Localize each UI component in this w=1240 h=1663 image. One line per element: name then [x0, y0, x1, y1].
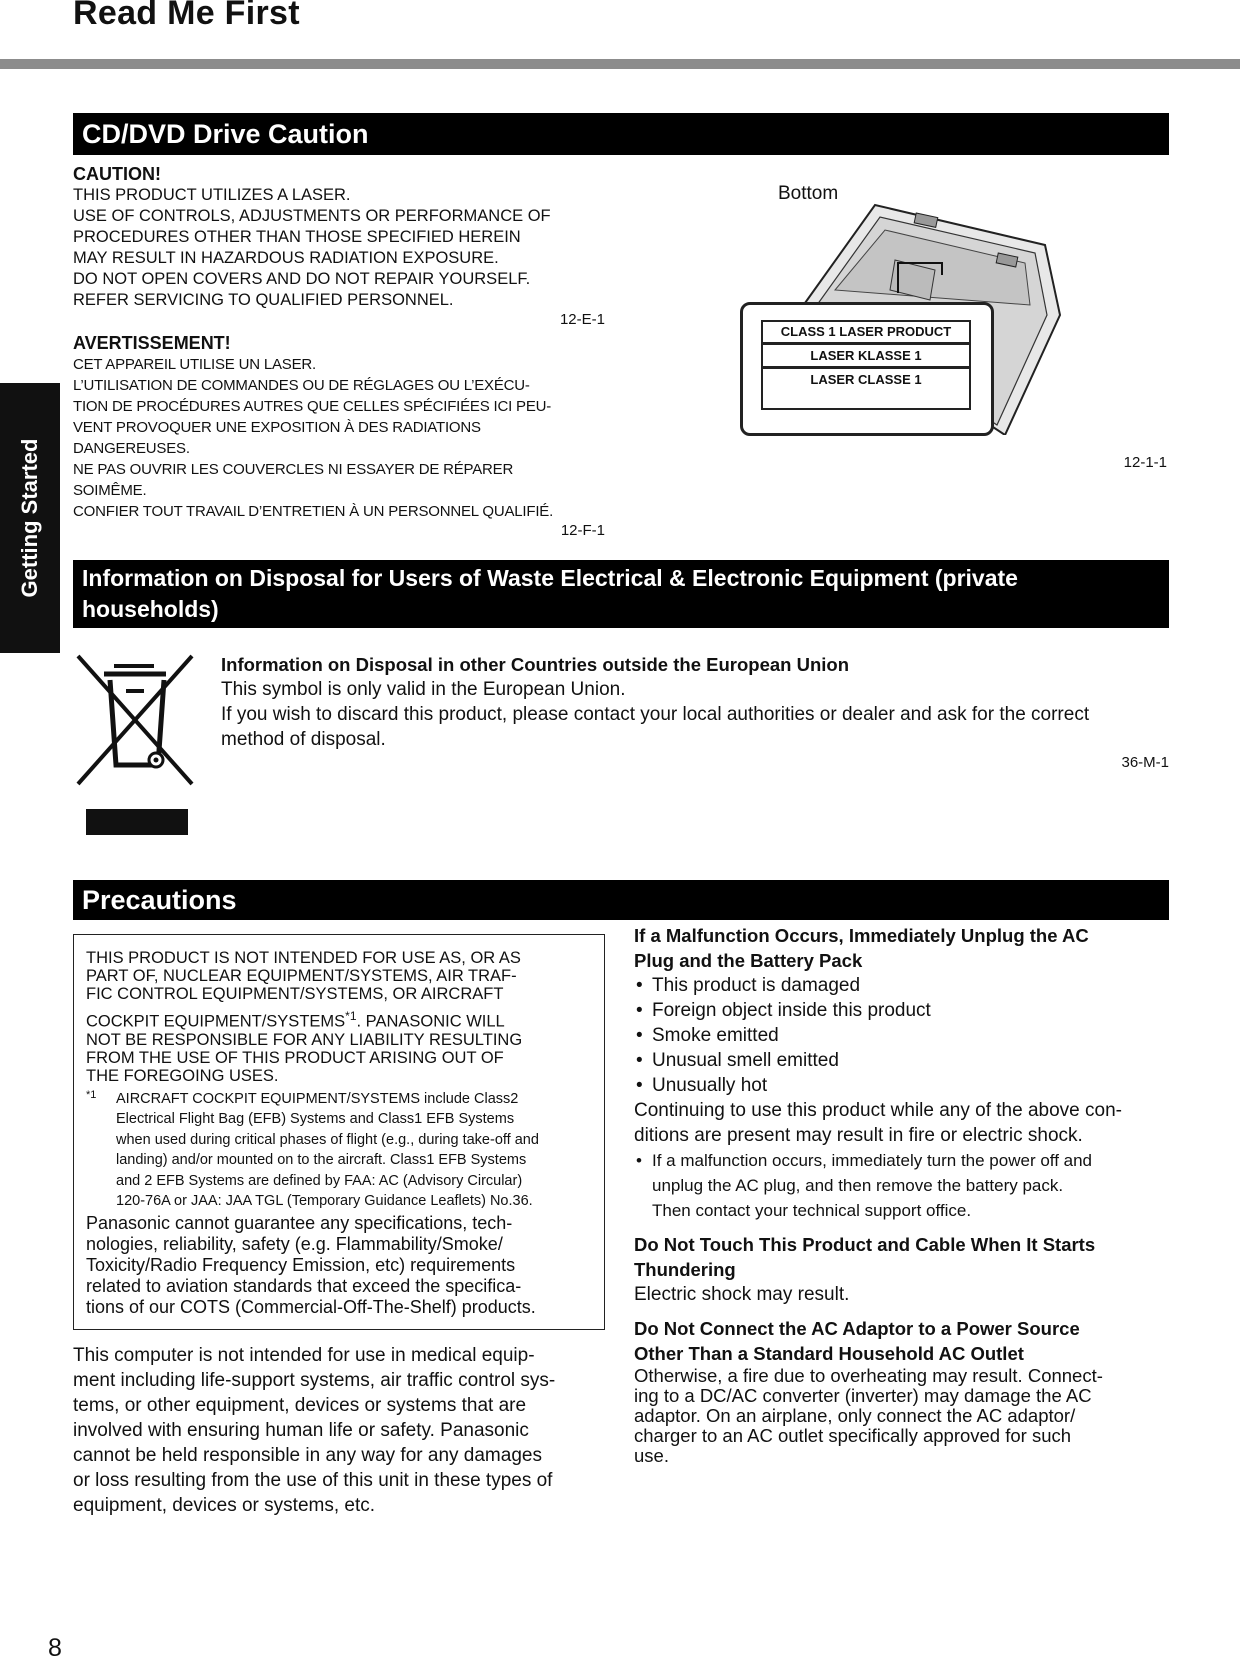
bin-bar-mark [86, 809, 188, 835]
disposal-code: 36-M-1 [1121, 754, 1169, 771]
avert-line: CET APPAREIL UTILISE UN LASER. [73, 356, 316, 373]
aviation-notice-box [73, 934, 605, 1330]
header-rule [0, 59, 1240, 69]
box-caps-line: FIC CONTROL EQUIPMENT/SYSTEMS, OR AIRCRAFT [86, 985, 504, 1003]
running-head: Read Me First [73, 0, 300, 32]
caution-line: PROCEDURES OTHER THAN THOSE SPECIFIED HEREIN [73, 228, 521, 246]
footnote-line: and 2 EFB Systems are defined by FAA: AC (Advisory Circular) [116, 1172, 523, 1189]
medical-line: cannot be held responsible in any way for any damages [73, 1445, 542, 1466]
adaptor-line: adaptor. On an airplane, only connect the AC adaptor/ [634, 1405, 1076, 1426]
caution-line: DO NOT OPEN COVERS AND DO NOT REPAIR YOURSELF. [73, 270, 531, 288]
malfunction-heading-line: If a Malfunction Occurs, Immediately Unplug the AC [634, 925, 1089, 946]
avert-line: SOIMÊME. [73, 482, 147, 499]
malfunction-note-line: Then contact your technical support office. [652, 1201, 972, 1220]
malfunction-bullet: • This product is damaged [634, 973, 1174, 998]
adaptor-heading-line: Other Than a Standard Household AC Outlet [634, 1343, 1024, 1364]
section-title-precautions: Precautions [73, 880, 1169, 920]
crossed-bin-icon [74, 652, 202, 794]
disposal-line: This symbol is only valid in the European Union. [221, 679, 626, 700]
thunder-heading-line: Do Not Touch This Product and Cable When It Starts [634, 1234, 1096, 1255]
footnote-line: when used during critical phases of flight (e.g., during take-off and [116, 1131, 539, 1148]
laser-label-line: CLASS 1 LASER PRODUCT [763, 322, 969, 345]
section-title-cd-dvd: CD/DVD Drive Caution [73, 113, 1169, 155]
footnote-ref: *1 [345, 1009, 357, 1023]
laser-label-line: LASER KLASSE 1 [763, 345, 969, 369]
medical-line: tems, or other equipment, devices or systems that are [73, 1395, 527, 1416]
disposal-title-line: households) [82, 596, 219, 622]
box-para-line: Panasonic cannot guarantee any specifications, tech- [86, 1212, 513, 1233]
malfunction-heading-line: Plug and the Battery Pack [634, 950, 863, 971]
laser-label-inner [761, 320, 971, 410]
adaptor-line: ing to a DC/AC converter (inverter) may damage the AC [634, 1385, 1092, 1406]
footnote [86, 1089, 592, 1212]
figure-label-bottom: Bottom [778, 183, 839, 204]
section-title-disposal [73, 560, 1169, 628]
box-para-line: tions of our COTS (Commercial-Off-The-Shelf) products. [86, 1296, 536, 1317]
medical-line: involved with ensuring human life or safety. Panasonic [73, 1420, 529, 1441]
avert-line: NE PAS OUVRIR LES COUVERCLES NI ESSAYER DE RÉPARER [73, 461, 514, 478]
figure-code: 12-1-1 [1123, 454, 1167, 471]
avert-line: DANGEREUSES. [73, 440, 190, 457]
box-para-line: related to aviation standards that exceed the specifica- [86, 1275, 522, 1296]
thunder-heading-line: Thundering [634, 1259, 736, 1280]
medical-line: equipment, devices or systems, etc. [73, 1495, 376, 1516]
box-caps-line: THIS PRODUCT IS NOT INTENDED FOR USE AS, OR AS [86, 949, 521, 967]
box-caps-line: PART OF, NUCLEAR EQUIPMENT/SYSTEMS, AIR TRAF- [86, 967, 517, 985]
caution-heading: CAUTION! [73, 164, 161, 184]
box-caps-line: THE FOREGOING USES. [86, 1066, 279, 1085]
precautions-right-column [634, 923, 1174, 1466]
laser-label-line: LASER CLASSE 1 [810, 372, 922, 387]
laser-label-plate [740, 302, 994, 436]
medical-line: This computer is not intended for use in medical equip- [73, 1345, 535, 1366]
avertissement-heading: AVERTISSEMENT! [73, 333, 231, 353]
avert-line: L’UTILISATION DE COMMANDES OU DE RÉGLAGES OU L’EXÉCU- [73, 377, 530, 394]
box-para-line: Toxicity/Radio Frequency Emission, etc) requirements [86, 1254, 516, 1275]
box-caps-line: FROM THE USE OF THIS PRODUCT ARISING OUT OF [86, 1048, 504, 1067]
disposal-line: If you wish to discard this product, please contact your local authorities or dealer and ask for the correct [221, 704, 1090, 725]
footnote-line: AIRCRAFT COCKPIT EQUIPMENT/SYSTEMS include Class2 [116, 1090, 519, 1107]
avert-code: 12-F-1 [560, 522, 605, 539]
avert-line: CONFIER TOUT TRAVAIL D’ENTRETIEN À UN PERSONNEL QUALIFIÉ. [73, 503, 554, 520]
footnote-line: Electrical Flight Bag (EFB) Systems and Class1 EFB Systems [116, 1111, 515, 1127]
malfunction-para-line: Continuing to use this product while any of the above con- [634, 1100, 1122, 1121]
malfunction-note-line: • If a malfunction occurs, immediately turn the power off and [652, 1151, 1093, 1170]
adaptor-line: Otherwise, a fire due to overheating may result. Connect- [634, 1365, 1103, 1386]
box-para-line: nologies, reliability, safety (e.g. Flammability/Smoke/ [86, 1233, 503, 1254]
caution-line: USE OF CONTROLS, ADJUSTMENTS OR PERFORMANCE OF [73, 207, 551, 225]
footnote-line: 120-76A or JAA: JAA TGL (Temporary Guidance Leaflets) No.36. [116, 1193, 533, 1209]
medical-paragraph [73, 1343, 613, 1518]
malfunction-bullet: • Unusually hot [634, 1073, 1174, 1098]
thunder-text: Electric shock may result. [634, 1284, 850, 1305]
box-caps-line [86, 1007, 592, 1031]
footnote-mark: *1 [86, 1088, 97, 1101]
caution-line: REFER SERVICING TO QUALIFIED PERSONNEL. [73, 291, 454, 309]
side-tab-label: Getting Started [17, 438, 42, 598]
disposal-title-line: Information on Disposal for Users of Waste Electrical & Electronic Equipment (private [82, 565, 1018, 591]
medical-line: ment including life-support systems, air traffic control sys- [73, 1370, 556, 1391]
malfunction-note-line: unplug the AC plug, and then remove the battery pack. [652, 1176, 1064, 1195]
malfunction-note [634, 1148, 1174, 1223]
caution-block [73, 163, 605, 539]
adaptor-heading-line: Do Not Connect the AC Adaptor to a Power Source [634, 1318, 1080, 1339]
side-tab[interactable] [0, 383, 60, 653]
malfunction-bullet: • Smoke emitted [634, 1023, 1174, 1048]
malfunction-bullet: • Foreign object inside this product [634, 998, 1174, 1023]
box-caps-line: NOT BE RESPONSIBLE FOR ANY LIABILITY RESULTING [86, 1030, 523, 1049]
page-number: 8 [48, 1634, 62, 1662]
disposal-text [221, 652, 1169, 771]
caution-line: MAY RESULT IN HAZARDOUS RADIATION EXPOSURE. [73, 249, 499, 267]
avert-line: VENT PROVOQUER UNE EXPOSITION À DES RADIATIONS [73, 419, 481, 436]
box-caps-text: . PANASONIC WILL [356, 1012, 505, 1031]
adaptor-line: use. [634, 1445, 669, 1466]
caution-line: THIS PRODUCT UTILIZES A LASER. [73, 186, 351, 204]
malfunction-para-line: ditions are present may result in fire or electric shock. [634, 1125, 1083, 1146]
adaptor-line: charger to an AC outlet specifically approved for such [634, 1425, 1072, 1446]
avert-line: TION DE PROCÉDURES AUTRES QUE CELLES SPÉCIFIÉES ICI PEU- [73, 398, 552, 415]
caution-code: 12-E-1 [559, 311, 605, 328]
box-caps-text: COCKPIT EQUIPMENT/SYSTEMS [86, 1012, 346, 1031]
disposal-line: method of disposal. [221, 729, 386, 750]
malfunction-bullet: • Unusual smell emitted [634, 1048, 1174, 1073]
footnote-line: landing) and/or mounted on to the aircraft. Class1 EFB Systems [116, 1152, 527, 1168]
medical-line: or loss resulting from the use of this unit in these types of [73, 1470, 553, 1491]
disposal-subheading: Information on Disposal in other Countries outside the European Union [221, 654, 849, 675]
